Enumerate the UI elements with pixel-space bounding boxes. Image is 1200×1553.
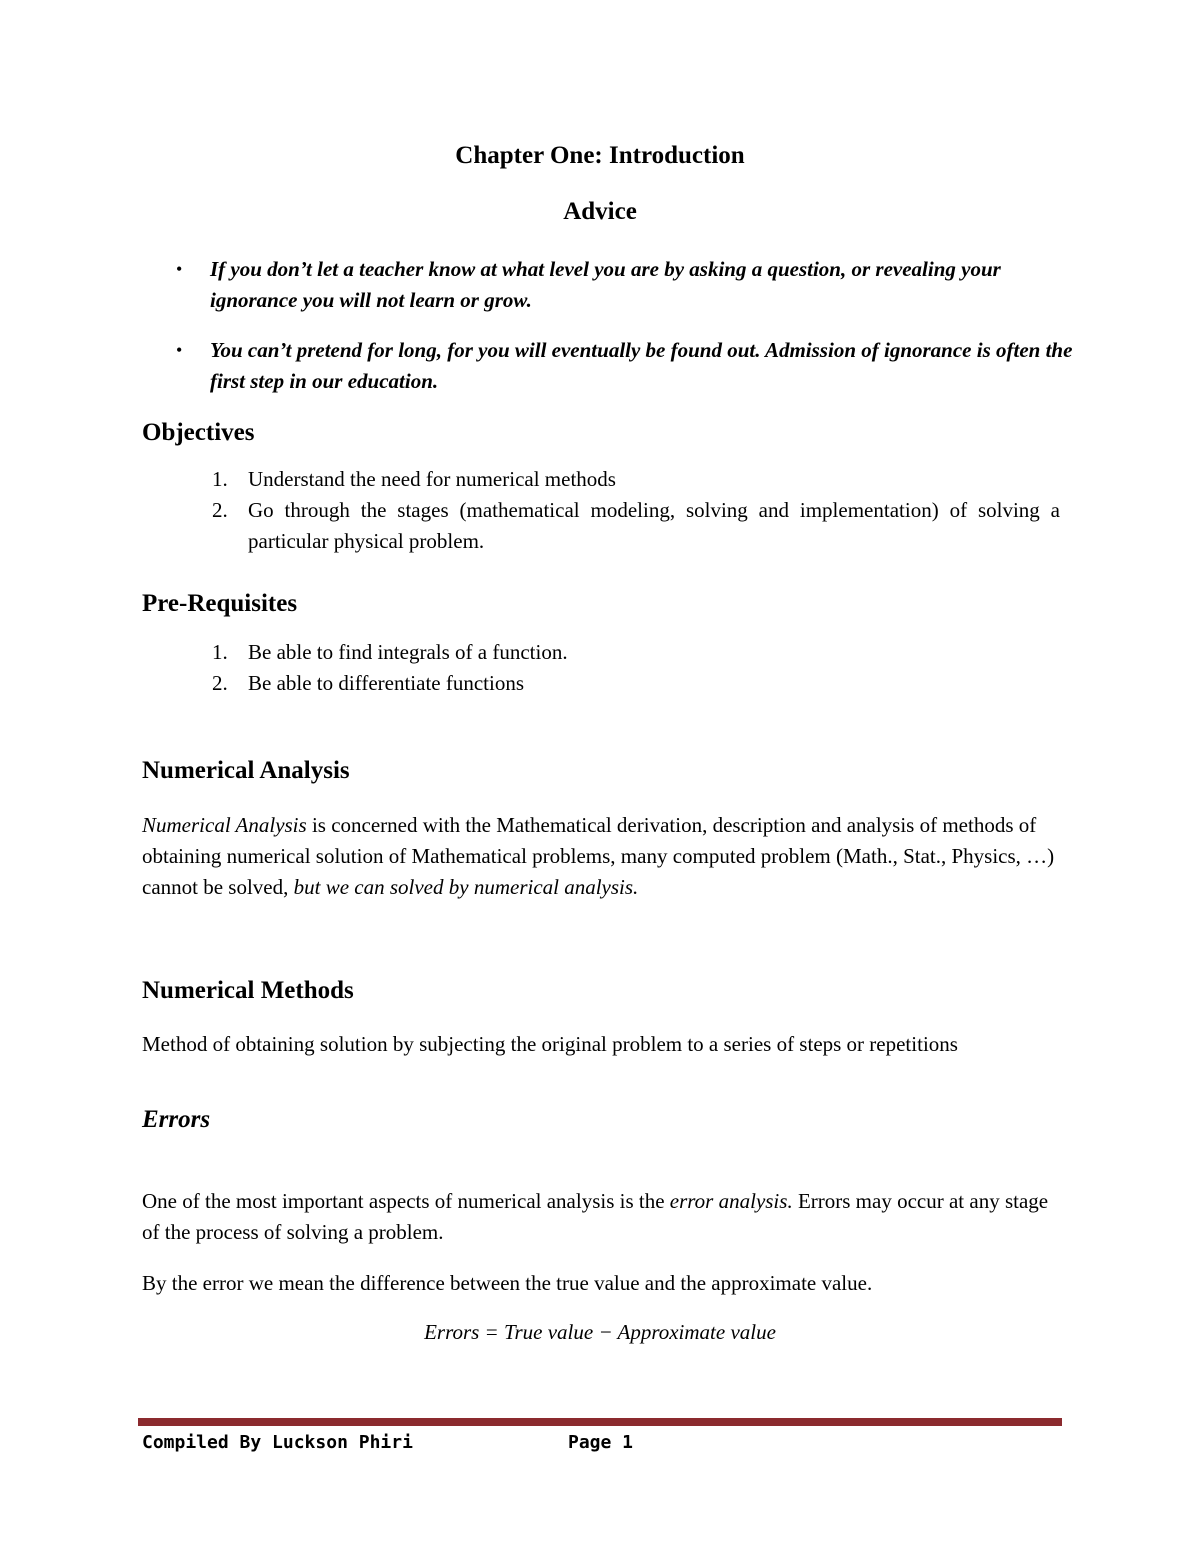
objectives-list xyxy=(212,464,1060,557)
numerical-analysis-heading: Numerical Analysis xyxy=(142,757,350,784)
errors-paragraph-1 xyxy=(142,1186,1062,1248)
prerequisite-text: Be able to find integrals of a function. xyxy=(248,640,568,664)
errors-para1-end: Errors may occur at any stage of the process of solving a problem. xyxy=(142,1189,1049,1244)
errors-heading: Errors xyxy=(142,1106,211,1133)
numerical-methods-heading: Numerical Methods xyxy=(142,977,354,1004)
prerequisite-text: Be able to differentiate functions xyxy=(248,671,525,695)
bullet-icon: • xyxy=(176,259,183,279)
prerequisite-item xyxy=(212,668,1060,699)
error-analysis-term: error analysis. xyxy=(669,1189,793,1213)
advice-text: You can’t pretend for long, for you will eventually be found out. Admission of ignorance is often the first step in our education. xyxy=(210,338,1073,393)
item-number: 2. xyxy=(212,671,228,695)
objective-text: Go through the stages (mathematical modeling, solving and implementation) of solving a particular physical problem. xyxy=(248,498,1060,553)
error-formula: Errors = True value − Approximate value xyxy=(424,1320,776,1344)
footer-author: Compiled By Luckson Phiri xyxy=(142,1432,413,1453)
numerical-analysis-term: Numerical Analysis xyxy=(142,813,307,837)
bullet-icon: • xyxy=(176,340,183,360)
footer-page-number: Page 1 xyxy=(568,1432,634,1453)
numerical-analysis-paragraph xyxy=(142,810,1062,903)
advice-item xyxy=(176,254,1076,316)
chapter-title: Chapter One: Introduction xyxy=(455,142,745,169)
advice-title: Advice xyxy=(563,198,637,225)
objective-item xyxy=(212,464,1060,495)
numerical-methods-paragraph: Method of obtaining solution by subjecting the original problem to a series of steps or repetitions xyxy=(142,1032,958,1056)
numerical-analysis-body: is concerned with the Mathematical derivation, description and analysis of methods of obtaining numerical solution of Mathematical problems, many computed problem (Math., Stat., Physics, …) cannot be solved, xyxy=(142,813,1055,899)
prerequisites-heading: Pre-Requisites xyxy=(142,590,298,617)
item-number: 1. xyxy=(212,467,228,491)
numerical-analysis-tail: but we can solved by numerical analysis. xyxy=(293,875,639,899)
objectives-heading: Objectives xyxy=(142,419,255,446)
prerequisites-list xyxy=(212,637,1060,699)
advice-text: If you don’t let a teacher know at what level you are by asking a question, or revealing your ignorance you will not learn or grow. xyxy=(210,257,1001,312)
advice-item xyxy=(176,335,1076,397)
item-number: 1. xyxy=(212,640,228,664)
prerequisite-item xyxy=(212,637,1060,668)
advice-list xyxy=(176,254,1076,416)
objective-text: Understand the need for numerical methods xyxy=(248,467,616,491)
footer-rule xyxy=(138,1418,1062,1426)
errors-paragraph-2: By the error we mean the difference between the true value and the approximate value. xyxy=(142,1271,873,1295)
item-number: 2. xyxy=(212,498,228,522)
errors-para1-start: One of the most important aspects of numerical analysis is the xyxy=(142,1189,670,1213)
objective-item xyxy=(212,495,1060,557)
